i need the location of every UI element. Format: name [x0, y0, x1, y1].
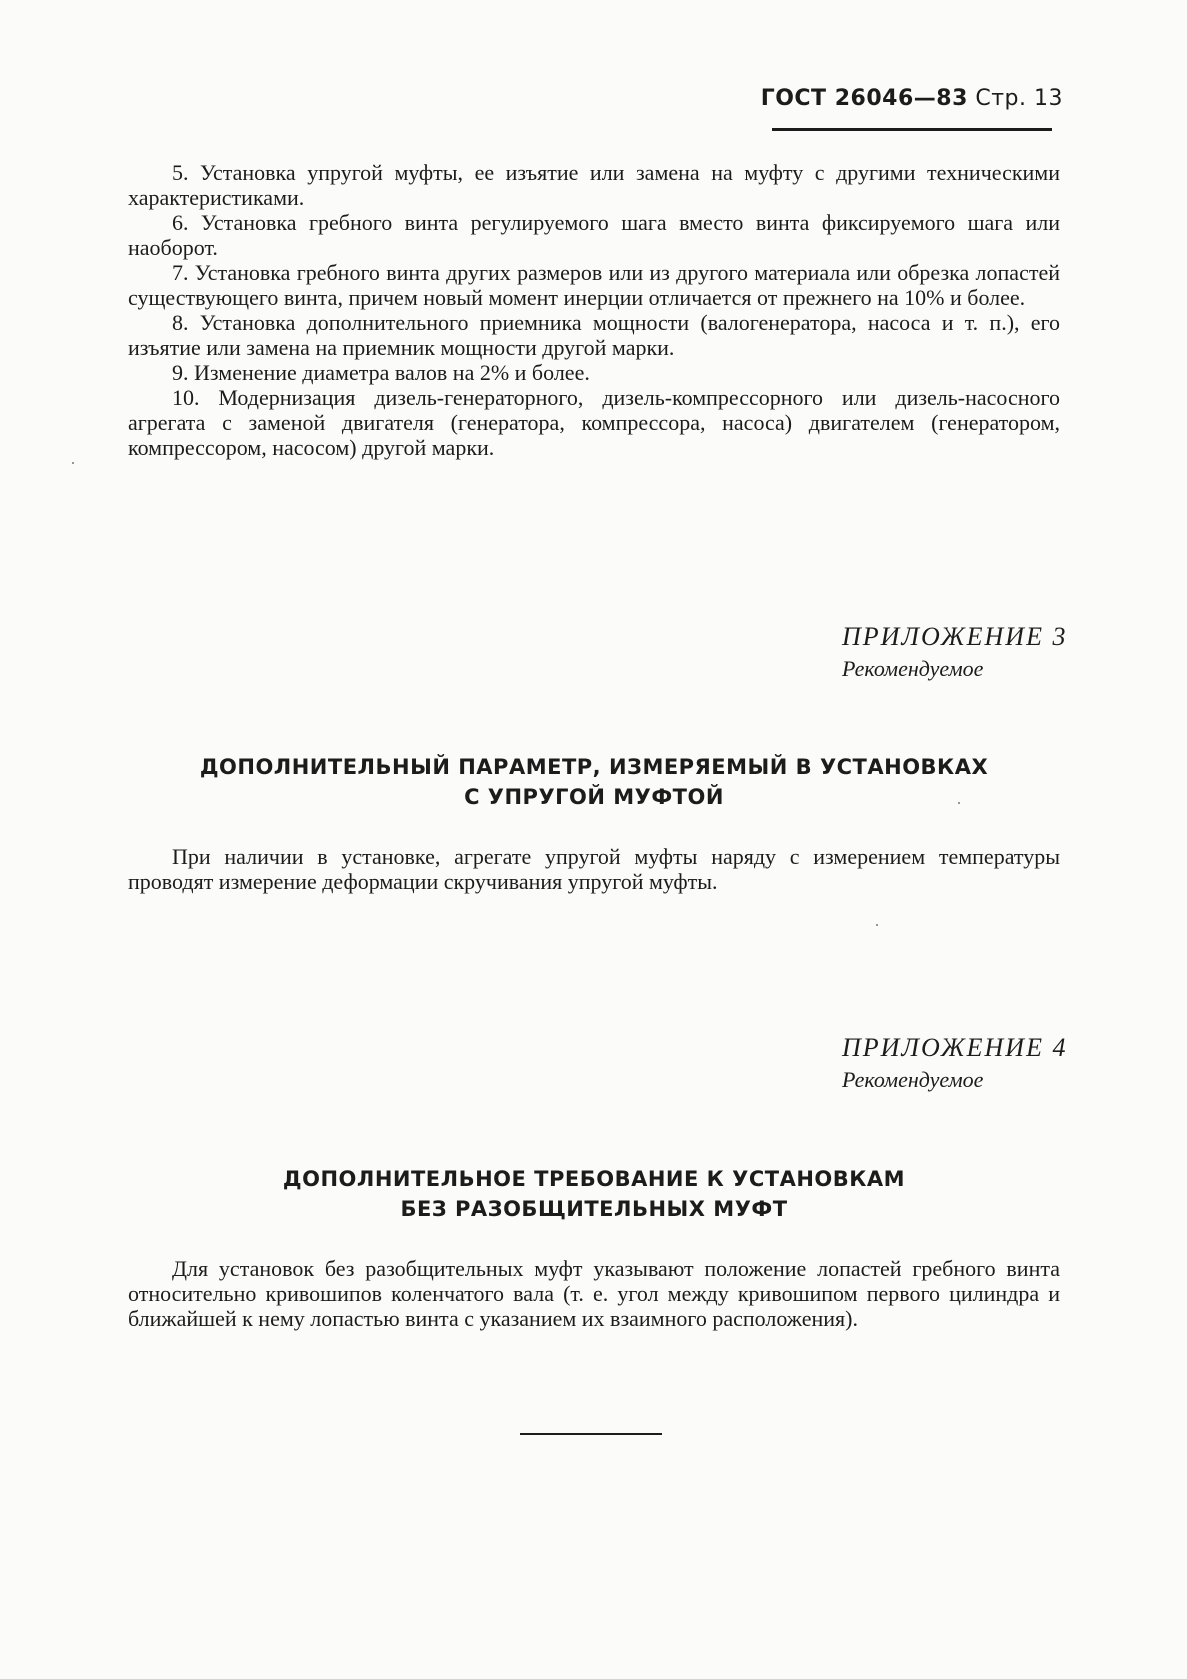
list-item: 6. Установка гребного винта регулируемого шага вместо винта фиксируемого шага или наоборот. — [128, 210, 1060, 260]
standard-number: ГОСТ 26046—83 — [760, 86, 968, 111]
section-heading — [128, 1164, 1060, 1224]
heading-line: С УПРУГОЙ МУФТОЙ — [464, 785, 724, 809]
list-item: 8. Установка дополнительного приемника мощности (валогенератора, насоса и т. п.), его изъятие или замена на приемник мощности другой марки. — [128, 310, 1060, 360]
scan-speck — [876, 924, 878, 926]
end-rule — [520, 1433, 662, 1435]
paragraph: Для установок без разобщительных муфт указывают положение лопастей гребного винта относительно кривошипов коленчатого вала (т. е. угол между кривошипом первого цилиндра и ближайшей к нему лопастью винта с указанием их взаимного расположения). — [128, 1256, 1060, 1331]
list-item: 5. Установка упругой муфты, ее изъятие или замена на муфту с другими техническими характеристиками. — [128, 160, 1060, 210]
appendix-4-label — [842, 1031, 1068, 1095]
appendix-title: ПРИЛОЖЕНИЕ 4 — [842, 1033, 1068, 1062]
appendix-title: ПРИЛОЖЕНИЕ 3 — [842, 622, 1068, 651]
heading-line: БЕЗ РАЗОБЩИТЕЛЬНЫХ МУФТ — [400, 1197, 788, 1221]
numbered-list — [128, 160, 1060, 460]
scan-speck — [958, 802, 960, 804]
scan-speck — [72, 462, 74, 464]
running-header — [761, 86, 1063, 111]
header-rule — [772, 128, 1052, 131]
page-number: Стр. 13 — [975, 86, 1063, 111]
list-item: 9. Изменение диаметра валов на 2% и более. — [172, 360, 590, 385]
section-heading — [128, 752, 1060, 812]
appendix-3-label — [842, 620, 1068, 684]
paragraph: При наличии в установке, агрегате упругой муфты наряду с измерением температуры проводят измерение деформации скручивания упругой муфты. — [128, 844, 1060, 894]
heading-line: ДОПОЛНИТЕЛЬНЫЙ ПАРАМЕТР, ИЗМЕРЯЕМЫЙ В УСТАНОВКАХ — [199, 755, 989, 779]
heading-line: ДОПОЛНИТЕЛЬНОЕ ТРЕБОВАНИЕ К УСТАНОВКАМ — [282, 1167, 906, 1191]
appendix-status: Рекомендуемое — [842, 1067, 984, 1092]
list-item: 7. Установка гребного винта других размеров или из другого материала или обрезка лопастей существующего винта, причем новый момент инерции отличается от прежнего на 10% и более. — [128, 260, 1060, 310]
appendix-status: Рекомендуемое — [842, 656, 984, 681]
appendix-4-paragraph — [128, 1256, 1060, 1331]
appendix-3-paragraph — [128, 844, 1060, 894]
list-item: 10. Модернизация дизель-генераторного, дизель-компрессорного или дизель-насосного агрегата с заменой двигателя (генератора, компрессора, насоса) двигателем (генератором, компрессором, насосом) другой марки. — [128, 385, 1060, 460]
